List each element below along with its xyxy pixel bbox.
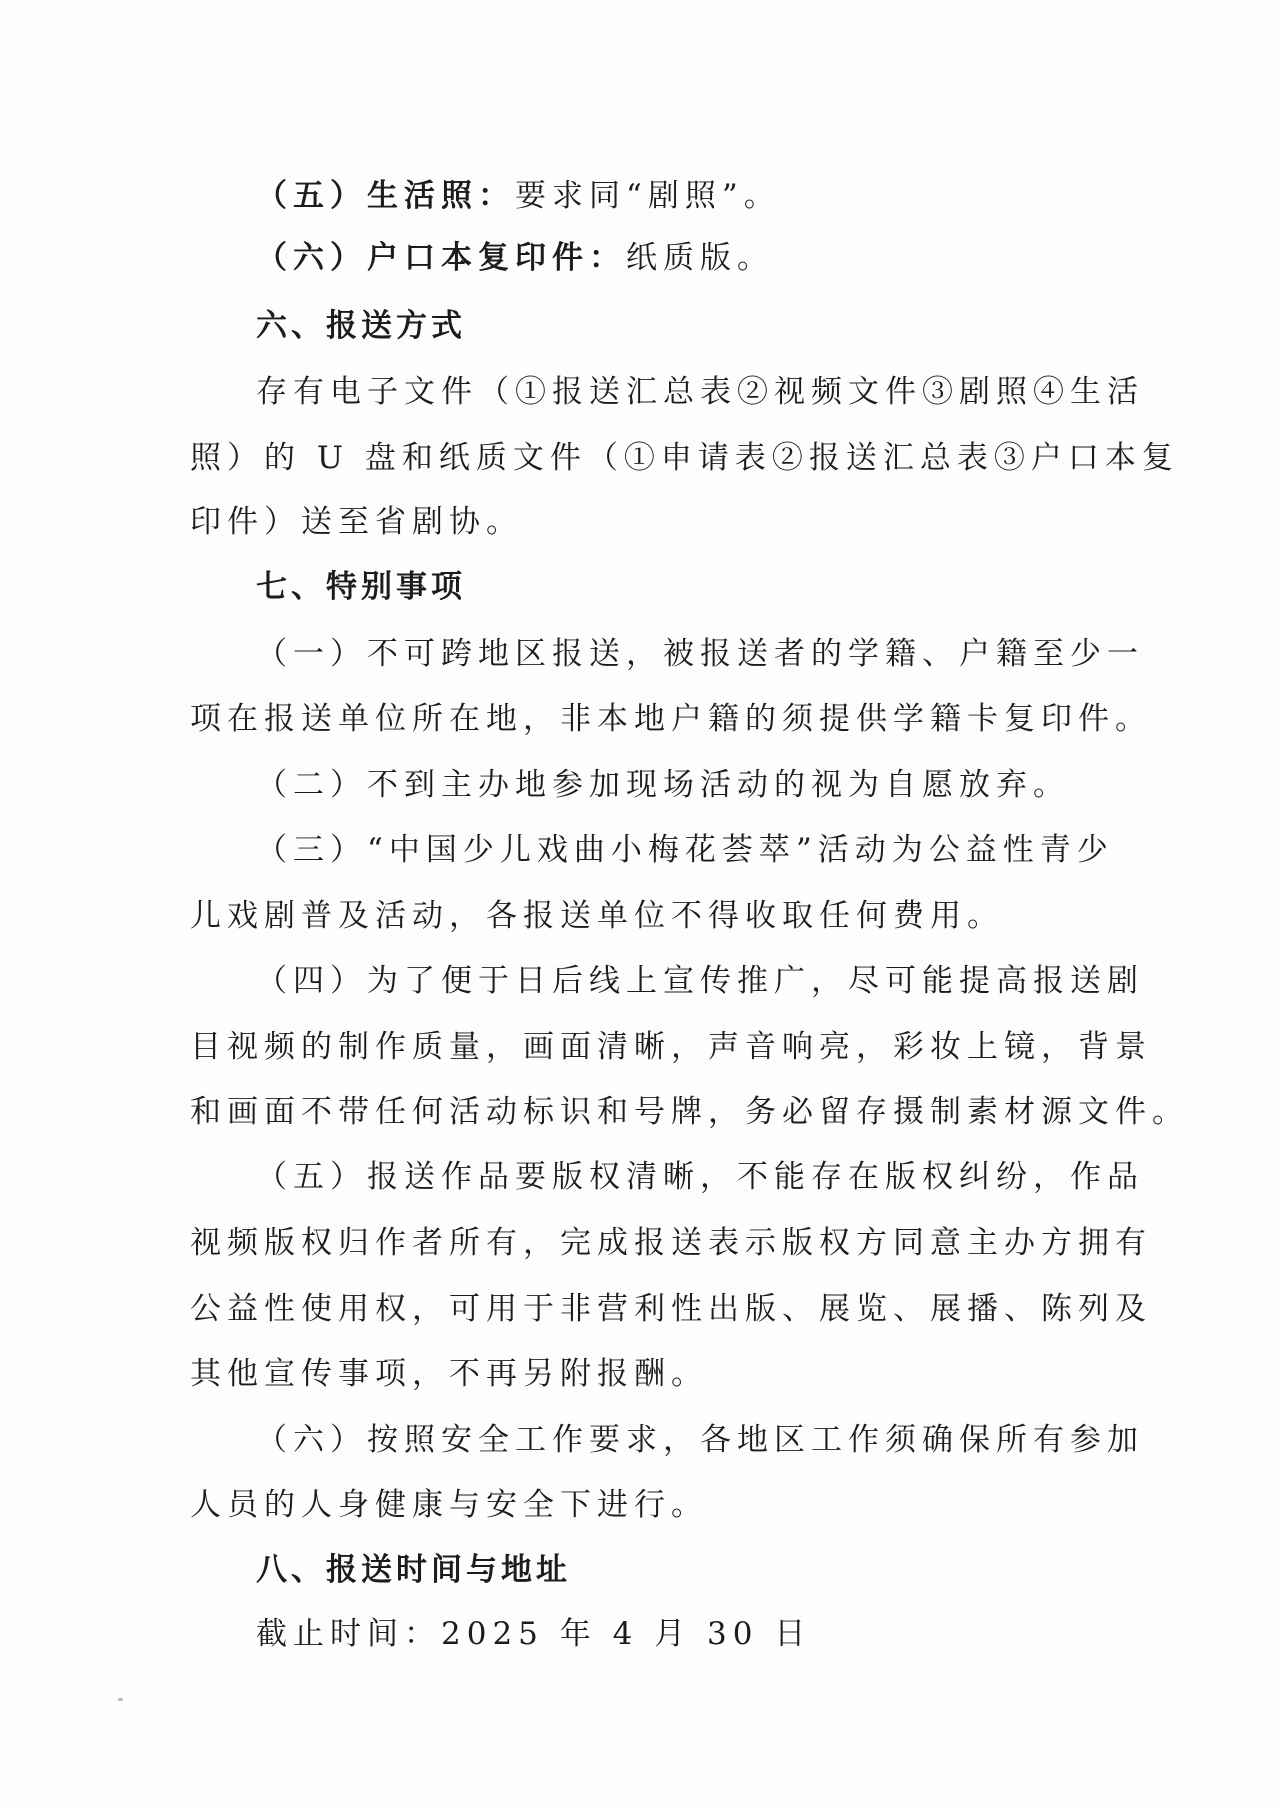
paragraph-line: （六）按照安全工作要求，各地区工作须确保所有参加: [256, 1422, 1144, 1458]
paragraph-line: 项在报送单位所在地，非本地户籍的须提供学籍卡复印件。: [190, 701, 1152, 737]
paragraph-line: 目视频的制作质量，画面清晰，声音响亮，彩妆上镜，背景: [190, 1029, 1152, 1065]
paragraph-line: 儿戏剧普及活动，各报送单位不得收取任何费用。: [190, 898, 1004, 934]
paragraph-line: 印件）送至省剧协。: [190, 504, 523, 540]
paragraph-line: （五）报送作品要版权清晰，不能存在版权纠纷，作品: [256, 1159, 1144, 1195]
item-household-copy: [256, 238, 774, 278]
item-label: （六）户口本复印件：: [256, 240, 626, 276]
paragraph-line: （一）不可跨地区报送，被报送者的学籍、户籍至少一: [256, 636, 1144, 672]
section-heading-7: 七、特别事项: [256, 569, 466, 605]
section-heading-6: 六、报送方式: [256, 308, 466, 344]
item-life-photo: [256, 176, 781, 216]
paragraph-line: 照）的 U 盘和纸质文件（①申请表②报送汇总表③户口本复: [190, 440, 1179, 476]
paragraph-line: 人员的人身健康与安全下进行。: [190, 1487, 708, 1523]
paragraph-line: （二）不到主办地参加现场活动的视为自愿放弃。: [256, 767, 1070, 803]
paragraph-line: 和画面不带任何活动标识和号牌，务必留存摄制素材源文件。: [190, 1094, 1189, 1130]
section-heading-8: 八、报送时间与地址: [256, 1552, 571, 1588]
paragraph-line: （四）为了便于日后线上宣传推广，尽可能提高报送剧: [256, 963, 1144, 999]
paragraph-line: （三）“中国少儿戏曲小梅花荟萃”活动为公益性青少: [256, 832, 1114, 868]
item-text: 纸质版。: [626, 240, 774, 276]
paragraph-line: 其他宣传事项，不再另附报酬。: [190, 1356, 708, 1392]
paragraph-line: 视频版权归作者所有，完成报送表示版权方同意主办方拥有: [190, 1225, 1152, 1261]
paragraph-line: 存有电子文件（①报送汇总表②视频文件③剧照④生活: [256, 374, 1144, 410]
paragraph-line: 公益性使用权，可用于非营利性出版、展览、展播、陈列及: [190, 1291, 1152, 1327]
scan-speck: [118, 1698, 123, 1701]
item-label: （五）生活照：: [256, 178, 515, 214]
item-text: 要求同“剧照”。: [515, 178, 781, 214]
paragraph-line: 截止时间：2025 年 4 月 30 日: [256, 1616, 812, 1652]
